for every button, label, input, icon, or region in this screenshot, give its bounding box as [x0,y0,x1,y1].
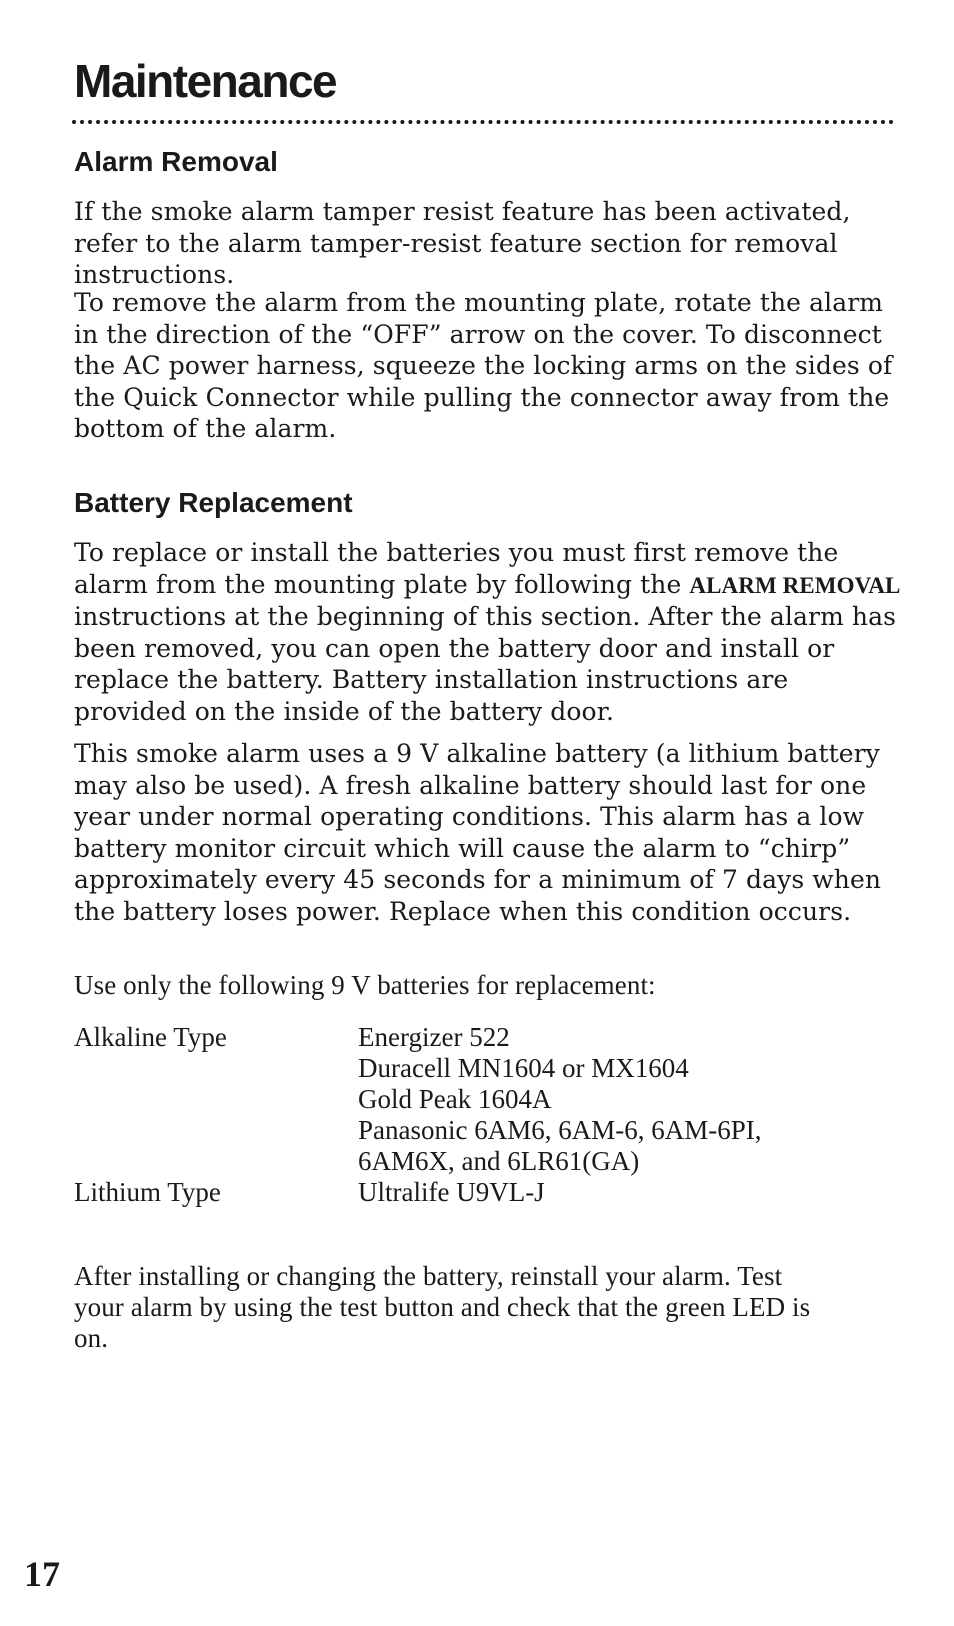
battery-closing-paragraph: After installing or changing the battery, reinstall your alarm. Test your alarm by using the test button and check that the green LED is on. [74,1261,811,1353]
alarm-removal-heading: Alarm Removal [74,146,278,177]
battery-paragraph-text-after: instructions at the beginning of this section. After the alarm has been removed, you can open the battery door and install or replace the battery. Battery installation instructions are provided on the inside of the battery door. [74,602,897,726]
battery-replacement-heading: Battery Replacement [74,487,353,518]
alarm-removal-paragraph-1: If the smoke alarm tamper resist feature has been activated, refer to the alarm tamper-resist feature section for removal instructions. [74,197,851,289]
battery-type-label: Lithium Type [74,1177,221,1207]
page-title: Maintenance [74,55,337,107]
battery-model: Panasonic 6AM6, 6AM-6, 6AM-6PI, [358,1115,762,1145]
battery-list-intro: Use only the following 9 V batteries for replacement: [74,970,656,1000]
battery-model: Ultralife U9VL-J [358,1177,545,1207]
battery-model: Duracell MN1604 or MX1604 [358,1053,689,1083]
alarm-removal-paragraph-2: To remove the alarm from the mounting plate, rotate the alarm in the direction of the “OFF” arrow on the cover. To disconnect the AC power harness, squeeze the locking arms on the sides of the Quick Connector while pulling the connector away from the bottom of the alarm. [74,288,893,443]
page-number: 17 [24,1554,60,1594]
battery-replacement-paragraph-2: This smoke alarm uses a 9 V alkaline battery (a lithium battery may also be used). A fresh alkaline battery should last for one year under normal operating conditions. This alarm has a low battery monitor circuit which will cause the alarm to “chirp” approximately every 45 seconds for a minimum of 7 days when the battery loses power. Replace when this condition occurs. [74,739,882,926]
dotted-divider [72,120,894,124]
battery-replacement-paragraph-1 [74,537,904,727]
battery-model: Energizer 522 [358,1022,510,1052]
battery-paragraph-text-before: To replace or install the batteries you must first remove the alarm from the mounting plate by following the [74,538,839,599]
battery-model: Gold Peak 1604A [358,1084,552,1114]
alarm-removal-reference: ALARM REMOVAL [689,572,901,598]
battery-model: 6AM6X, and 6LR61(GA) [358,1146,640,1176]
battery-type-label: Alkaline Type [74,1022,227,1052]
